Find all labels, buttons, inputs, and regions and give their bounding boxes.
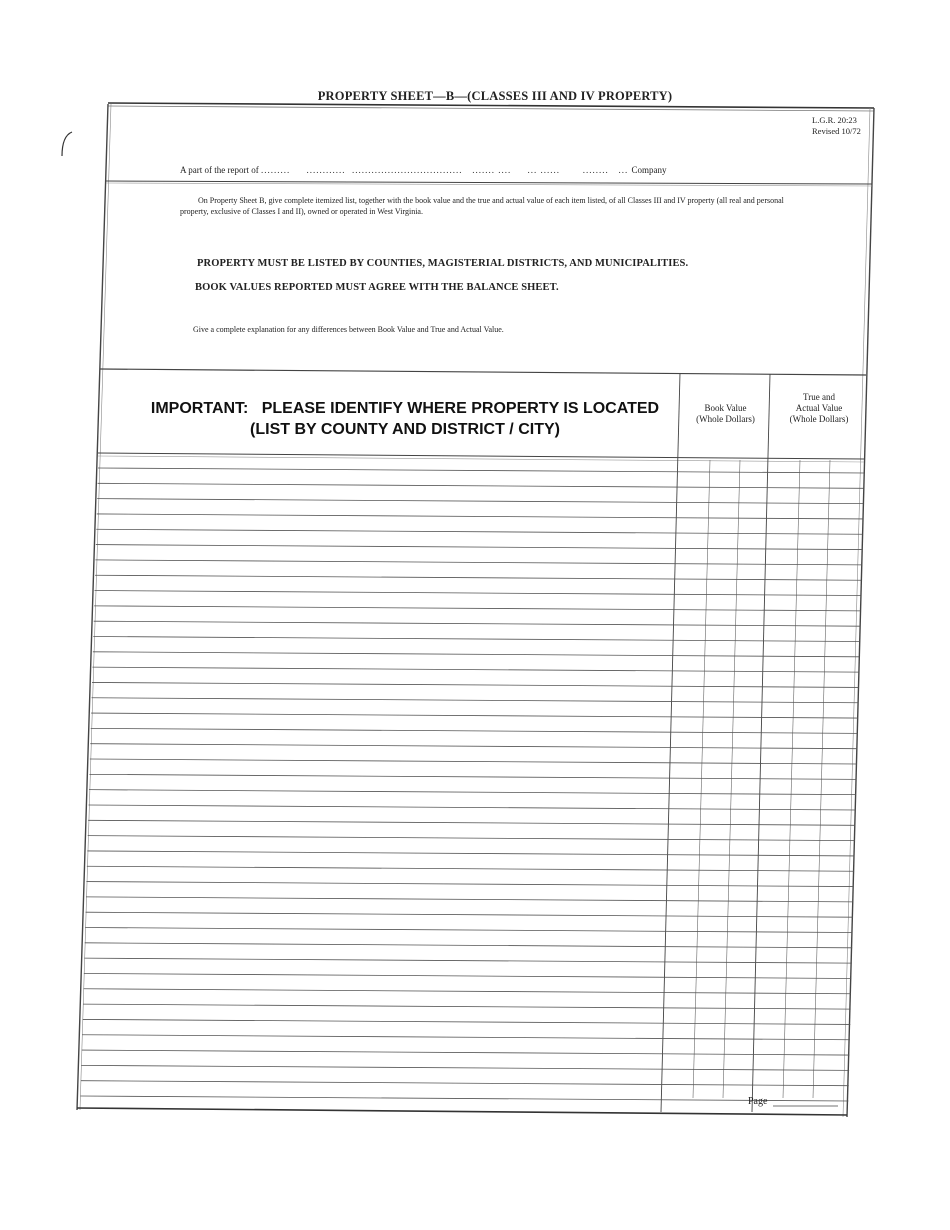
balance-rule: BOOK VALUES REPORTED MUST AGREE WITH THE BALANCE SHEET. xyxy=(195,282,559,293)
frame-right-line xyxy=(847,108,874,1117)
entry-row-line xyxy=(89,805,856,810)
entry-row-line xyxy=(84,973,852,978)
sheet-title: PROPERTY SHEET—B—(CLASSES III AND IV PROPERTY) xyxy=(317,89,673,103)
entry-row-line xyxy=(83,1019,851,1024)
entry-row-line xyxy=(96,529,862,534)
book-value-column-left xyxy=(661,373,680,1112)
frame-right-line-inner xyxy=(843,108,870,1117)
entry-row-line xyxy=(94,606,860,611)
book-value-header: Book Value (Whole Dollars) xyxy=(696,403,755,424)
frame-left-line xyxy=(77,104,108,1110)
important-notice xyxy=(100,398,710,440)
page-label: Page xyxy=(748,1096,768,1107)
entry-row-line xyxy=(85,928,852,933)
entry-row-line xyxy=(97,499,863,504)
entry-row-line xyxy=(98,468,864,473)
entry-row-line xyxy=(87,866,854,871)
entry-row-line xyxy=(97,514,863,519)
important-line-1: IMPORTANT: PLEASE IDENTIFY WHERE PROPERTY IS LOCATED xyxy=(150,400,660,417)
listing-rule: PROPERTY MUST BE LISTED BY COUNTIES, MAGISTERIAL DISTRICTS, AND MUNICIPALITIES. xyxy=(197,258,689,269)
revision-date: Revised 10/72 xyxy=(812,126,861,136)
entry-row-line xyxy=(87,851,854,856)
form-number xyxy=(812,115,861,137)
entry-row-line xyxy=(92,667,859,672)
entry-row-line xyxy=(82,1035,850,1040)
entry-rows xyxy=(80,468,864,1101)
entry-row-line xyxy=(96,545,862,550)
entry-row-line xyxy=(86,882,853,887)
explanation-note: Give a complete explanation for any differences between Book Value and True and Actual Value. xyxy=(193,325,504,334)
entry-row-line xyxy=(92,682,859,687)
frame-left-line-inner xyxy=(80,104,111,1110)
true-value-header: True and Actual Value (Whole Dollars) xyxy=(789,392,849,424)
entry-row-line xyxy=(90,744,857,749)
entry-row-line xyxy=(91,713,858,718)
entry-row-line xyxy=(88,820,855,825)
report-of-label: A part of the report of xyxy=(180,165,259,175)
frame-bottom-line xyxy=(77,1108,847,1115)
frame-top-line xyxy=(108,103,874,108)
entry-row-line xyxy=(86,912,853,917)
entry-row-line xyxy=(80,1096,848,1101)
entry-row-line xyxy=(91,728,858,733)
company-label: Company xyxy=(631,165,667,175)
entry-row-line xyxy=(86,897,853,902)
entry-row-line xyxy=(84,958,852,963)
entry-row-line xyxy=(93,652,860,657)
entry-row-line xyxy=(98,483,864,488)
corner-mark xyxy=(62,132,72,156)
entry-row-line xyxy=(88,836,855,841)
true-value-column-left xyxy=(752,374,770,1112)
entry-row-line xyxy=(92,698,859,703)
important-line-2: (LIST BY COUNTY AND DISTRICT / CITY) xyxy=(250,421,560,438)
table-top-line xyxy=(100,369,866,375)
entry-row-line xyxy=(89,790,856,795)
entry-row-line xyxy=(82,1050,850,1055)
entry-row-line xyxy=(85,943,852,948)
form-code: L.G.R. 20:23 xyxy=(812,115,857,125)
entry-row-line xyxy=(83,989,851,994)
entry-row-line xyxy=(95,575,861,580)
entry-row-line xyxy=(94,621,860,626)
report-of-line: A part of the report of ......... ............ .................................. ....... .... ... ...... ........ ... Company xyxy=(180,165,667,175)
table-header-bottom xyxy=(98,453,864,459)
entry-row-line xyxy=(93,636,860,641)
entry-row-line xyxy=(90,759,857,764)
instructions-paragraph: On Property Sheet B, give complete itemized list, together with the book value and the true and actual value of each item listed, of all Classes III and IV property (all real and personal property, exclusive of Classes I and II), owned or operated in West Virginia. xyxy=(180,196,784,216)
entry-row-line xyxy=(95,560,861,565)
entry-row-line xyxy=(83,1004,851,1009)
entry-row-line xyxy=(81,1065,849,1070)
entry-row-line xyxy=(95,591,861,596)
entry-row-line xyxy=(81,1081,849,1086)
entry-row-line xyxy=(89,774,856,779)
